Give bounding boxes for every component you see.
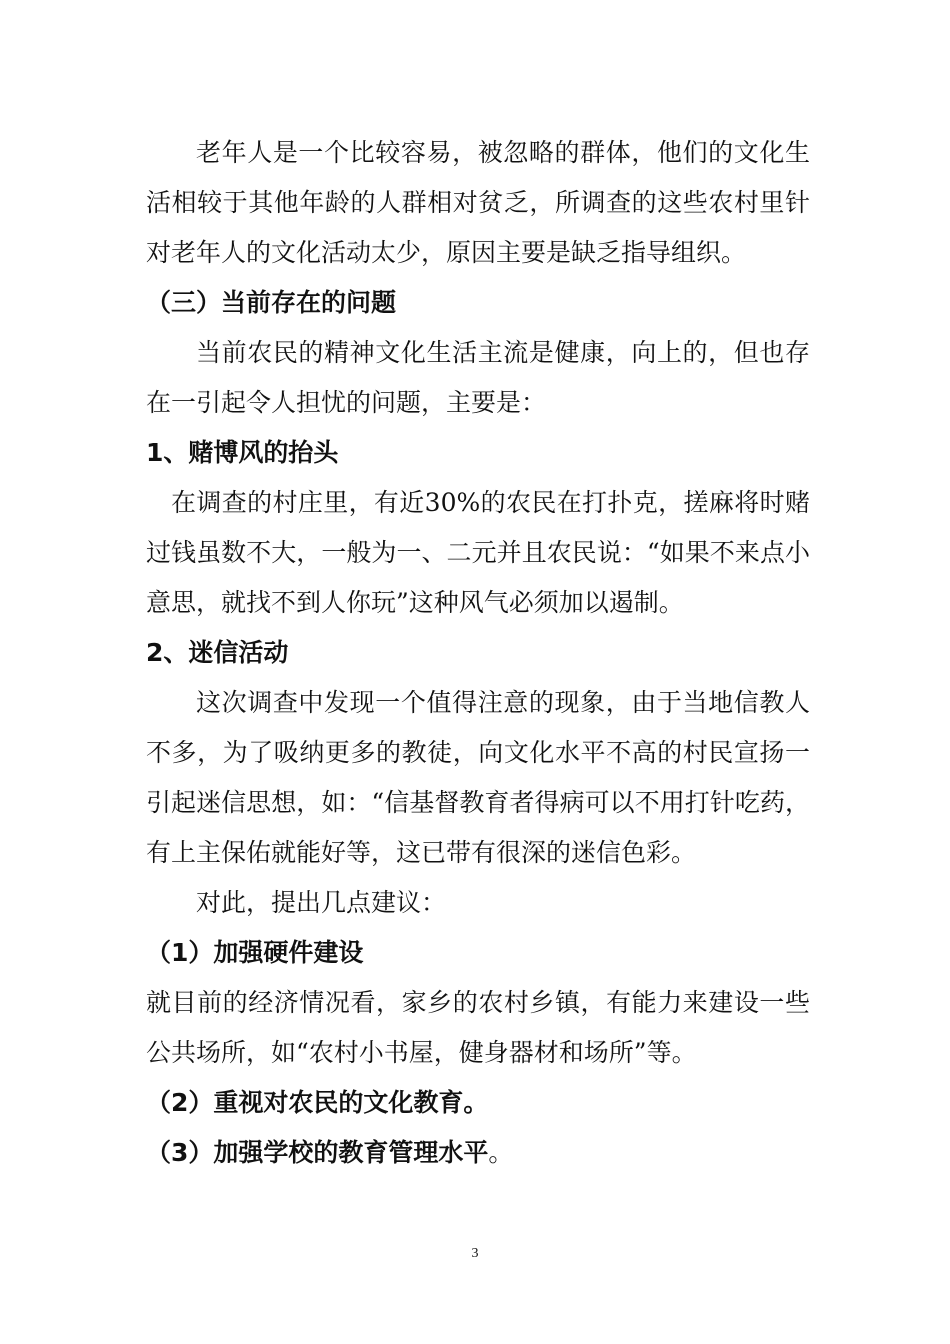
page-number: 3 [471,1246,479,1261]
heading-gambling: 1、赌博风的抬头 [146,438,339,467]
paragraph-superstition: 这次调查中发现一个值得注意的现象，由于当地信教人不多，为了吸纳更多的教徒，向文化水平不高的村民宣扬一引起迷信思想，如：“信基督教育者得病可以不用打针吃药，有上主保佑就能好等，这已带有很深的迷信色彩。 [146,688,810,867]
heading-suggestion-hardware: （1）加强硬件建设 [146,938,364,967]
heading-suggestion-education: （2）重视对农民的文化教育。 [146,1088,489,1117]
paragraph-gambling: 在调查的村庄里，有近30%的农民在打扑克，搓麻将时赌过钱虽数不大，一般为一、二元并且农民说：“如果不来点小意思，就找不到人你玩”这种风气必须加以遏制。 [146,488,810,617]
paragraph-suggestions-intro: 对此，提出几点建议： [196,888,447,917]
heading-superstition: 2、迷信活动 [146,638,289,667]
paragraph-problems-intro: 当前农民的精神文化生活主流是健康，向上的，但也存在一引起令人担忧的问题，主要是： [146,338,810,417]
heading-suggestion-school-tail: 。 [488,1138,514,1167]
heading-suggestion-school-text: （3）加强学校的教育管理水平 [146,1138,489,1167]
paragraph-elderly: 老年人是一个比较容易，被忽略的群体，他们的文化生活相较于其他年龄的人群相对贫乏，所调查的这些农村里针对老年人的文化活动太少，原因主要是缺乏指导组织。 [146,138,810,267]
section-heading-current-problems: （三）当前存在的问题 [146,288,397,317]
heading-suggestion-school [146,1128,810,1178]
paragraph-hardware: 就目前的经济情况看，家乡的农村乡镇，有能力来建设一些公共场所，如“农村小书屋，健身器材和场所”等。 [146,988,810,1067]
document-body [146,128,810,1178]
